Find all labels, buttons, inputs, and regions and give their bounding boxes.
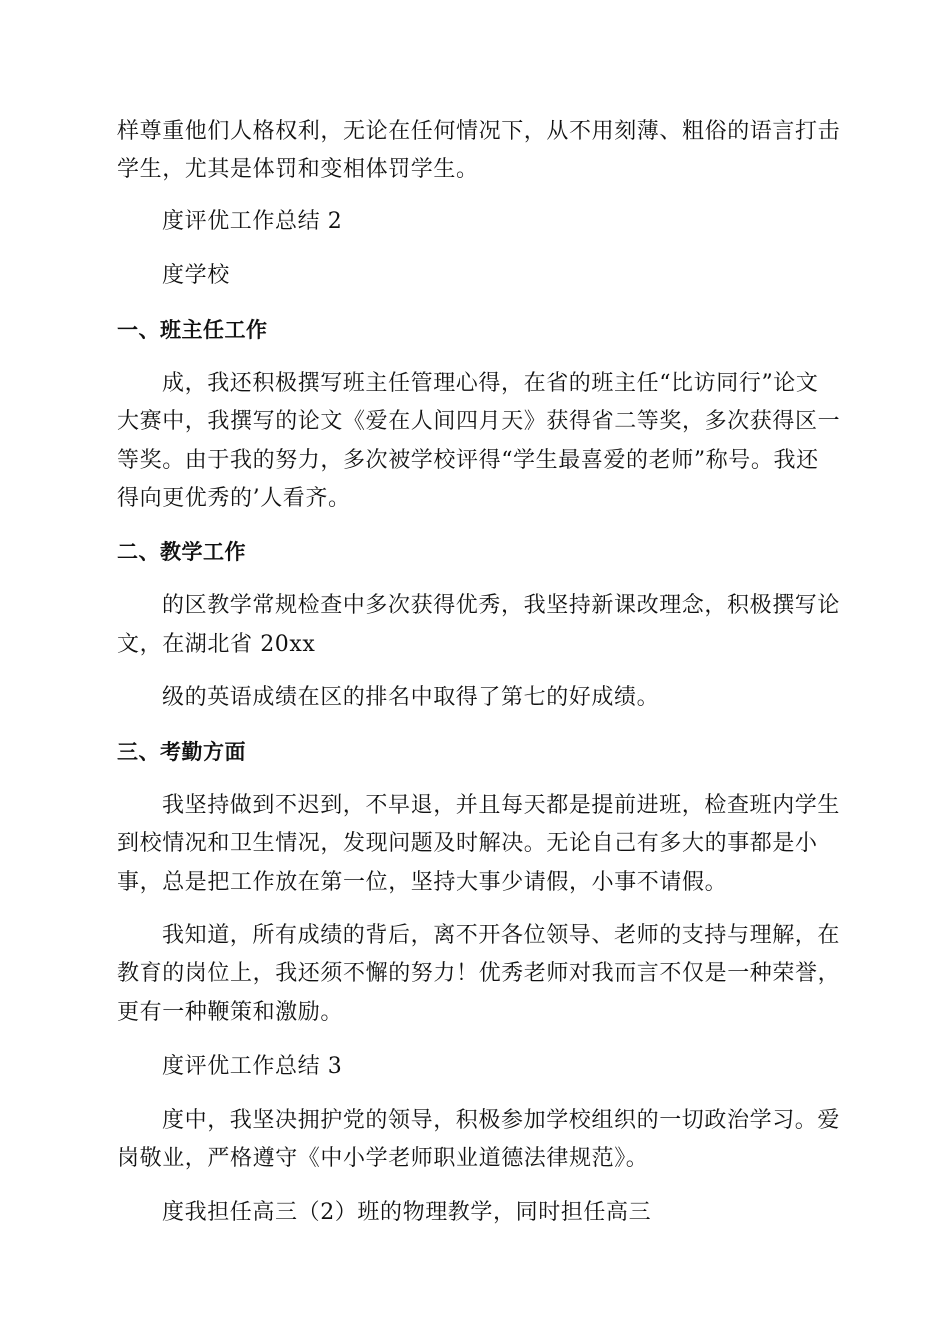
section-title: 度评优工作总结 3 <box>162 1054 343 1079</box>
paragraph-line: 度我担任高三（2）班的物理教学，同时担任高三 <box>162 1200 652 1225</box>
paragraph-line: 我知道，所有成绩的背后，离不开各位领导、老师的支持与理解，在 <box>162 923 841 948</box>
heading-class-teacher-work: 一、班主任工作 <box>117 318 268 342</box>
paragraph-line: 等奖。由于我的努力，多次被学校评得“学生最喜爱的老师”称号。我还 <box>117 448 819 473</box>
section-title: 度评优工作总结 2 <box>162 209 343 234</box>
heading-teaching-work: 二、教学工作 <box>117 540 246 564</box>
heading-attendance: 三、考勤方面 <box>117 740 246 764</box>
paragraph-line: 度中，我坚决拥护党的领导，积极参加学校组织的一切政治学习。爱 <box>162 1108 841 1133</box>
paragraph-line: 级的英语成绩在区的排名中取得了第七的好成绩。 <box>162 685 660 710</box>
paragraph-line: 的区教学常规检查中多次获得优秀，我坚持新课改理念，积极撰写论 <box>162 593 841 618</box>
paragraph-line: 文，在湖北省 20xx <box>117 632 316 657</box>
paragraph-line: 更有一种鞭策和激励。 <box>117 1000 344 1025</box>
paragraph-line: 样尊重他们人格权利，无论在任何情况下，从不用刻薄、粗俗的语言打击 <box>117 119 841 144</box>
paragraph-line: 岗敬业，严格遵守《中小学老师职业道德法律规范》。 <box>117 1146 649 1171</box>
paragraph-line: 到校情况和卫生情况，发现问题及时解决。无论自己有多大的事都是小 <box>117 831 818 856</box>
paragraph-line: 我坚持做到不迟到，不早退，并且每天都是提前进班，检查班内学生 <box>162 793 841 818</box>
paragraph-line: 度学校 <box>162 263 230 288</box>
paragraph-line: 得向更优秀的’人看齐。 <box>117 486 351 511</box>
paragraph-line: 成，我还积极撰写班主任管理心得，在省的班主任“比访同行”论文 <box>162 371 819 396</box>
paragraph-line: 学生，尤其是体罚和变相体罚学生。 <box>117 157 479 182</box>
paragraph-line: 教育的岗位上，我还须不懈的努力！优秀老师对我而言不仅是一种荣誉， <box>117 961 841 986</box>
paragraph-line: 大赛中，我撰写的论文《爱在人间四月天》获得省二等奖，多次获得区一 <box>117 409 841 434</box>
paragraph-line: 事，总是把工作放在第一位，坚持大事少请假，小事不请假。 <box>117 870 728 895</box>
